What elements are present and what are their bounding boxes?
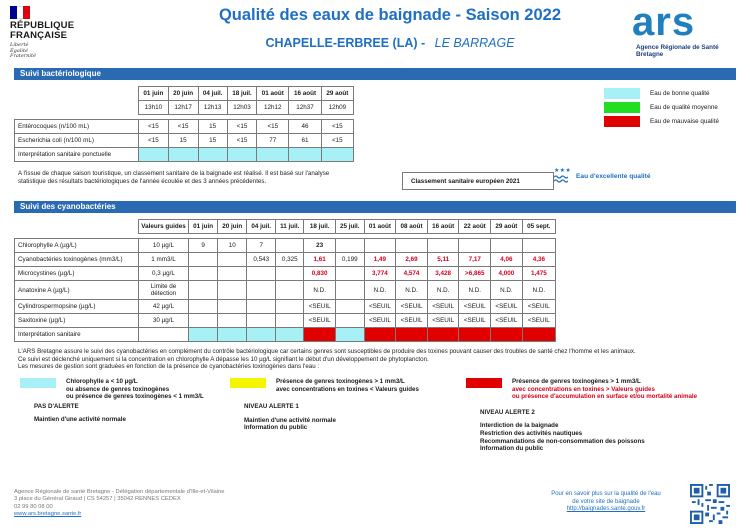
value-cell: 15: [198, 120, 227, 134]
criterion-line-red: ou présence d'accumulation en surface et/ou mortalité animale: [512, 393, 698, 401]
value-cell: [276, 267, 304, 281]
value-cell: <SEUIL: [304, 300, 335, 314]
value-cell: <15: [139, 120, 169, 134]
value-cell: [335, 314, 364, 328]
value-cell: <SEUIL: [396, 300, 428, 314]
date-header: 01 août: [257, 87, 289, 101]
motto-line: Fraternité: [10, 53, 36, 60]
cyano-date-row: [15, 220, 556, 234]
action-line: Interdiction de la baignade: [480, 422, 559, 430]
alert-level: PAS D'ALERTE: [34, 402, 79, 410]
legend-label: Eau de bonne qualité: [650, 89, 710, 97]
alert-level: NIVEAU ALERTE 1: [244, 403, 299, 411]
value-cell: 4,574: [396, 267, 428, 281]
value-cell: N.D.: [522, 281, 555, 300]
section-title: Suivi bactériologique: [20, 69, 101, 78]
table-row: [15, 253, 556, 267]
criterion-header: [230, 378, 490, 393]
value-cell: 0,830: [304, 267, 335, 281]
ars-agency-line: Agence Régionale de Santé: [636, 44, 719, 51]
value-cell: [276, 314, 304, 328]
motto-line: Égalité: [10, 47, 28, 54]
criterion-text: [276, 378, 419, 393]
cyano-table: [14, 219, 556, 342]
criterion-line: Présence de genres toxinogènes > 1 mm3/L: [512, 378, 641, 385]
flag-red-band: [23, 6, 30, 19]
criterion-swatch: [466, 378, 502, 388]
value-cell: 7: [247, 239, 276, 253]
value-cell: [276, 239, 304, 253]
value-cell: 10: [218, 239, 247, 253]
value-cell: 3,428: [427, 267, 459, 281]
value-cell: [218, 267, 247, 281]
date-header: 11 juil.: [276, 220, 304, 234]
value-cell: <SEUIL: [304, 314, 335, 328]
value-cell: N.D.: [396, 281, 428, 300]
value-cell: <SEUIL: [459, 314, 491, 328]
footer-line: 02 99 80 08 00: [14, 503, 53, 510]
value-cell: [427, 239, 459, 253]
date-header: 29 août: [321, 87, 353, 101]
date-header: 08 août: [396, 220, 428, 234]
date-header: 18 juil.: [304, 220, 335, 234]
value-cell: 61: [289, 134, 321, 148]
value-cell: [335, 300, 364, 314]
criterion-swatch: [20, 378, 56, 388]
time-cell: 12h12: [257, 101, 289, 115]
value-cell: 0,325: [276, 253, 304, 267]
value-cell: >6,865: [459, 267, 491, 281]
ars-logo-word: ars: [632, 0, 696, 44]
stars-icon: ★★★: [554, 168, 572, 174]
interpretation-row: [15, 148, 354, 162]
interpretation-cell: [139, 148, 169, 162]
time-cell: 12h09: [321, 101, 353, 115]
alert-actions: [244, 417, 490, 432]
value-cell: [189, 300, 218, 314]
date-header: 04 juil.: [247, 220, 276, 234]
flag-white-band: [17, 6, 24, 19]
value-cell: 23: [304, 239, 335, 253]
date-header: 05 sept.: [522, 220, 555, 234]
bacterio-date-row: [15, 87, 354, 101]
time-cell: 12h17: [168, 101, 198, 115]
footer-right-line: de votre site de baignade: [572, 498, 640, 505]
guide-header: Valeurs guides: [139, 220, 189, 234]
value-cell: [247, 300, 276, 314]
interpretation-cell: [289, 148, 321, 162]
ars-region-line: Bretagne: [636, 51, 664, 58]
date-header: 16 août: [289, 87, 321, 101]
parameter-label: Entérocoques (n/100 mL): [15, 120, 139, 134]
footer-line: 3 place du Général Giraud | CS 54257 | 35042 RENNES CEDEX: [14, 496, 181, 503]
interpretation-cell: [522, 328, 555, 342]
water-waves-icon: [554, 174, 568, 184]
date-header: 20 juin: [168, 87, 198, 101]
value-cell: <15: [257, 120, 289, 134]
value-cell: 4,36: [522, 253, 555, 267]
footer-more-info: [546, 491, 666, 514]
value-cell: <SEUIL: [459, 300, 491, 314]
page-subtitle: [170, 36, 610, 50]
criterion-text: [66, 378, 204, 401]
page-title: Qualité des eaux de baignade - Saison 2022: [218, 6, 562, 24]
cyano-note: [18, 348, 738, 371]
value-cell: N.D.: [491, 281, 523, 300]
value-cell: <15: [227, 134, 256, 148]
interpretation-cell: [227, 148, 256, 162]
date-header: 01 juin: [139, 87, 169, 101]
date-header: 22 août: [459, 220, 491, 234]
baignades-link[interactable]: http://baignades.sante.gouv.fr: [566, 506, 646, 512]
value-cell: N.D.: [427, 281, 459, 300]
value-cell: N.D.: [459, 281, 491, 300]
table-row: [15, 281, 556, 300]
footer-right-line: Pour en savoir plus sur la qualité de l'eau: [551, 491, 661, 497]
value-cell: [396, 239, 428, 253]
value-cell: <SEUIL: [427, 300, 459, 314]
value-cell: 15: [198, 134, 227, 148]
value-cell: [335, 281, 364, 300]
section-bar-cyano: [14, 201, 736, 213]
value-cell: 1,475: [522, 267, 555, 281]
republique-francaise-logo: [10, 6, 120, 60]
criterion-line: Chlorophylle a < 10 µg/L: [66, 378, 138, 385]
classement-label: Classement sanitaire européen 2021: [402, 172, 554, 190]
value-cell: [247, 314, 276, 328]
date-header: 16 août: [427, 220, 459, 234]
value-cell: 1,61: [304, 253, 335, 267]
value-cell: 9: [189, 239, 218, 253]
date-header: 29 août: [491, 220, 523, 234]
value-cell: [218, 253, 247, 267]
criterion-block: [230, 378, 490, 432]
note-line: Ce suivi est déclenché uniquement si la concentration en chlorophylle A dépasse les 10 µg/L signifiant le début d'un développement de phytoplancton.: [18, 355, 429, 363]
parameter-label: Escherichia coli (n/100 mL): [15, 134, 139, 148]
footer-line: Agence Régionale de santé Bretagne - Délégation départementale d'Ille-et-Vilaine: [14, 489, 225, 495]
value-cell: <SEUIL: [427, 314, 459, 328]
classement-value: Eau d'excellente qualité: [576, 173, 651, 180]
value-cell: <SEUIL: [364, 300, 396, 314]
legend-swatch: [604, 88, 640, 99]
value-cell: <15: [321, 134, 353, 148]
action-line: Recommandations de non-consommation des poissons: [480, 437, 645, 445]
legend-item: [604, 86, 719, 100]
qr-code-icon[interactable]: [690, 484, 730, 524]
ars-logo: [632, 2, 742, 62]
parameter-label: Anatoxine A (µg/L): [15, 281, 139, 300]
date-header: 18 juil.: [227, 87, 256, 101]
parameter-label: Saxitoxine (µg/L): [15, 314, 139, 328]
legend-item: [604, 114, 719, 128]
guide-empty: [139, 328, 189, 342]
value-cell: [335, 239, 364, 253]
value-cell: [335, 267, 364, 281]
ars-agency-name: [636, 44, 742, 58]
value-cell: <SEUIL: [364, 314, 396, 328]
table-row: [15, 120, 354, 134]
legend-label: Eau de qualité moyenne: [650, 103, 718, 111]
interpretation-row: [15, 328, 556, 342]
value-cell: [218, 281, 247, 300]
value-cell: [522, 239, 555, 253]
value-cell: <15: [227, 120, 256, 134]
interpretation-label: Interprétation sanitaire: [15, 328, 139, 342]
value-cell: <15: [139, 134, 169, 148]
table-corner: [15, 220, 139, 234]
section-bar-bacterio: [14, 68, 736, 80]
interpretation-cell: [257, 148, 289, 162]
legend-label: Eau de mauvaise qualité: [650, 117, 719, 125]
value-cell: [247, 281, 276, 300]
date-header: 04 juil.: [198, 87, 227, 101]
table-row: [15, 134, 354, 148]
value-cell: 4,06: [491, 253, 523, 267]
value-cell: [189, 267, 218, 281]
republic-line-2: FRANÇAISE: [10, 30, 68, 41]
value-cell: <SEUIL: [522, 314, 555, 328]
interpretation-cell: [247, 328, 276, 342]
date-header: 20 juin: [218, 220, 247, 234]
section-title: Suivi des cyanobactéries: [20, 202, 116, 211]
parameter-label: Cylindrospermopsine (µg/L): [15, 300, 139, 314]
republic-motto: [10, 43, 120, 60]
value-cell: [218, 314, 247, 328]
value-cell: 2,69: [396, 253, 428, 267]
value-cell: 0,543: [247, 253, 276, 267]
value-cell: [364, 239, 396, 253]
bacterio-time-row: [15, 101, 354, 115]
interpretation-cell: [198, 148, 227, 162]
value-cell: [189, 253, 218, 267]
interpretation-cell: [427, 328, 459, 342]
table-corner: [15, 87, 139, 101]
parameter-label: Cyanobactéries toxinogènes (mm3/L): [15, 253, 139, 267]
legend-swatch: [604, 102, 640, 113]
classement-value-box: [554, 167, 678, 191]
interpretation-cell: [396, 328, 428, 342]
interpretation-cell: [189, 328, 218, 342]
time-cell: 12h03: [227, 101, 256, 115]
value-cell: 46: [289, 120, 321, 134]
alert-actions: [480, 422, 726, 452]
bacterio-table: [14, 86, 354, 162]
action-line: Restriction des activités nautiques: [480, 429, 583, 437]
guide-value: 30 µg/L: [139, 314, 189, 328]
value-cell: [189, 314, 218, 328]
value-cell: [276, 281, 304, 300]
criterion-line-red: avec concentrations en toxines > Valeurs guides: [512, 385, 655, 393]
value-cell: 7,17: [459, 253, 491, 267]
footer-contact: [14, 489, 224, 519]
date-header: 25 juil.: [335, 220, 364, 234]
value-cell: 3,774: [364, 267, 396, 281]
interpretation-cell: [335, 328, 364, 342]
criterion-line: ou présence de genres toxinogènes < 1 mm3/L: [66, 393, 204, 401]
interpretation-cell: [304, 328, 335, 342]
interpretation-label: Interprétation sanitaire ponctuelle: [15, 148, 139, 162]
date-header: 01 août: [364, 220, 396, 234]
republic-line-1: RÉPUBLIQUE: [10, 20, 75, 31]
motto-line: Liberté: [10, 42, 29, 48]
flag-blue-band: [10, 6, 17, 19]
value-cell: <SEUIL: [491, 300, 523, 314]
criterion-line: ou absence de genres toxinogènes: [66, 385, 170, 393]
value-cell: 5,11: [427, 253, 459, 267]
alert-level: NIVEAU ALERTE 2: [480, 408, 535, 416]
value-cell: <SEUIL: [491, 314, 523, 328]
criterion-header: [466, 378, 726, 401]
legend-item: [604, 100, 719, 114]
value-cell: <15: [168, 120, 198, 134]
value-cell: [189, 281, 218, 300]
value-cell: [491, 239, 523, 253]
time-cell: 12h13: [198, 101, 227, 115]
value-cell: N.D.: [364, 281, 396, 300]
interpretation-cell: [218, 328, 247, 342]
value-cell: <SEUIL: [396, 314, 428, 328]
interpretation-cell: [276, 328, 304, 342]
value-cell: N.D.: [304, 281, 335, 300]
value-cell: <15: [321, 120, 353, 134]
interpretation-cell: [459, 328, 491, 342]
table-corner: [15, 101, 139, 115]
interpretation-cell: [168, 148, 198, 162]
value-cell: <SEUIL: [522, 300, 555, 314]
interpretation-cell: [321, 148, 353, 162]
criterion-line: Présence de genres toxinogènes > 1 mm3/L: [276, 378, 405, 385]
criterion-block: [466, 378, 726, 453]
guide-value: 1 mm3/L: [139, 253, 189, 267]
ars-website-link[interactable]: www.ars.bretagne.sante.fr: [14, 511, 82, 518]
value-cell: 15: [168, 134, 198, 148]
value-cell: [218, 300, 247, 314]
value-cell: [247, 267, 276, 281]
criterion-text: [512, 378, 697, 401]
interpretation-cell: [364, 328, 396, 342]
action-line: Maintien d'une activité normale: [244, 416, 336, 424]
time-cell: 13h10: [139, 101, 169, 115]
table-row: [15, 239, 556, 253]
guide-value: 0,3 µg/L: [139, 267, 189, 281]
note-line: statistique des résultats bactériologiques de l'année écoulée et des 3 années précédentes.: [18, 177, 267, 185]
french-flag-icon: [10, 6, 30, 19]
table-row: [15, 300, 556, 314]
guide-value: 42 µg/L: [139, 300, 189, 314]
guide-value: 10 µg/L: [139, 239, 189, 253]
date-header: 01 juin: [189, 220, 218, 234]
value-cell: [276, 300, 304, 314]
action-line: Information du public: [480, 445, 544, 453]
note-line: A l'issue de chaque saison touristique, un classement sanitaire de la baignade est réalisé. Il est basé sur l'analyse: [18, 170, 330, 177]
criterion-line: avec concentrations en toxines < Valeurs guides: [276, 385, 419, 393]
value-cell: [459, 239, 491, 253]
value-cell: 1,49: [364, 253, 396, 267]
action-line: Maintien d'une activité normale: [34, 416, 126, 424]
table-row: [15, 267, 556, 281]
time-cell: 12h37: [289, 101, 321, 115]
parameter-label: Chlorophylle A (µg/L): [15, 239, 139, 253]
value-cell: 77: [257, 134, 289, 148]
legend-swatch: [604, 116, 640, 127]
note-line: Les mesures de gestion sont graduées en fonction de la présence de cyanobactéries toxinogènes dans l'eau :: [18, 363, 320, 371]
bacterio-note: [18, 170, 358, 185]
note-line: L'ARS Bretagne assure le suivi des cyanobactéries en complément du contrôle bactériologique car certains genres sont susceptibles de produire des toxines pouvant causer des troubles de santé chez l'homme et les animaux.: [18, 348, 636, 355]
value-cell: 4,000: [491, 267, 523, 281]
guide-value: Limite de détection: [139, 281, 189, 300]
quality-legend: [604, 86, 719, 128]
value-cell: 0,199: [335, 253, 364, 267]
interpretation-cell: [491, 328, 523, 342]
criterion-swatch: [230, 378, 266, 388]
parameter-label: Microcystines (µg/L): [15, 267, 139, 281]
commune-name: CHAPELLE-ERBREE (LA) -: [265, 36, 426, 50]
table-row: [15, 314, 556, 328]
action-line: Information du public: [244, 424, 308, 432]
site-name: LE BARRAGE: [434, 36, 515, 50]
